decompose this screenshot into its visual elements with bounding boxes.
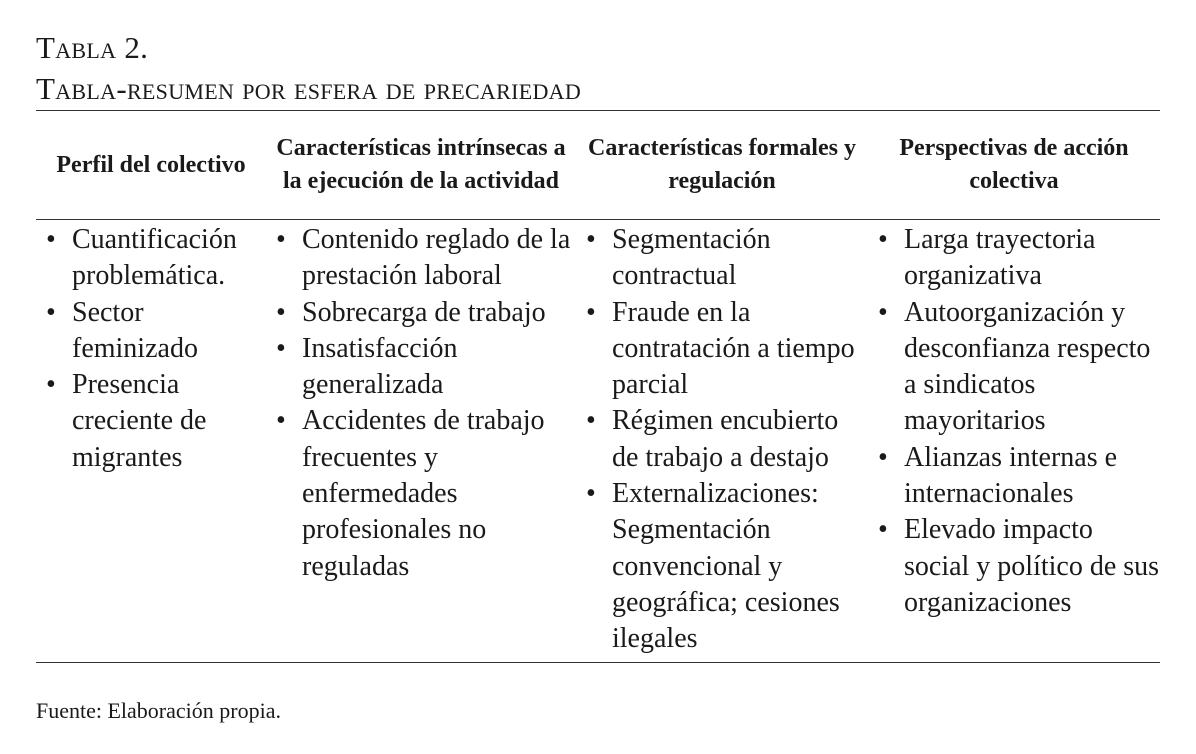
list-item: • Fraude en la contratación a tiempo parcial [576,295,868,404]
list-item: • Sector feminizado [36,295,266,368]
list-item: • Presencia creciente de migrantes [36,367,266,476]
list-item: • Alianzas internas e internacionales [868,440,1160,513]
list-item: • Régimen encubierto de trabajo a destajo [576,403,868,476]
list-item: • Larga trayectoria organizativa [868,222,1160,295]
source-note: Fuente: Elaboración propia. [36,698,281,723]
list-item: • Sobrecarga de trabajo [266,295,576,331]
table-top-rule [36,110,1160,111]
table-label: Tabla 2. [36,30,149,65]
list-item: • Elevado impacto social y político de sus organizaciones [868,512,1160,621]
header-rule [36,219,1160,220]
list-item: • Externalizaciones: Segmentación convencional y geográfica; cesiones ilegales [576,476,868,657]
header-caracteristicas-formales: Características formales y regulación [588,135,856,194]
table-bottom-rule [36,662,1160,663]
header-perspectivas: Perspectivas de acción colectiva [899,135,1129,194]
column-caracteristicas-formales [576,222,868,658]
header-caracteristicas-intrinsecas: Características intrínsecas a la ejecución de la actividad [276,135,566,194]
column-perspectivas [868,222,1160,621]
header-perfil: Perfil del colectivo [56,151,246,178]
list-item: • Cuantificación problemática. [36,222,266,295]
list-item: • Segmentación contractual [576,222,868,295]
column-perfil [36,222,266,476]
list-item: • Accidentes de trabajo frecuentes y enfermedades profesionales no reguladas [266,403,576,584]
table-title: Tabla-resumen por esfera de precariedad [36,71,582,106]
list-item: • Contenido reglado de la prestación laboral [266,222,576,295]
list-item: • Insatisfacción generalizada [266,331,576,404]
column-caracteristicas-intrinsecas [266,222,576,585]
list-item: • Autoorganización y desconfianza respecto a sindicatos mayoritarios [868,295,1160,440]
